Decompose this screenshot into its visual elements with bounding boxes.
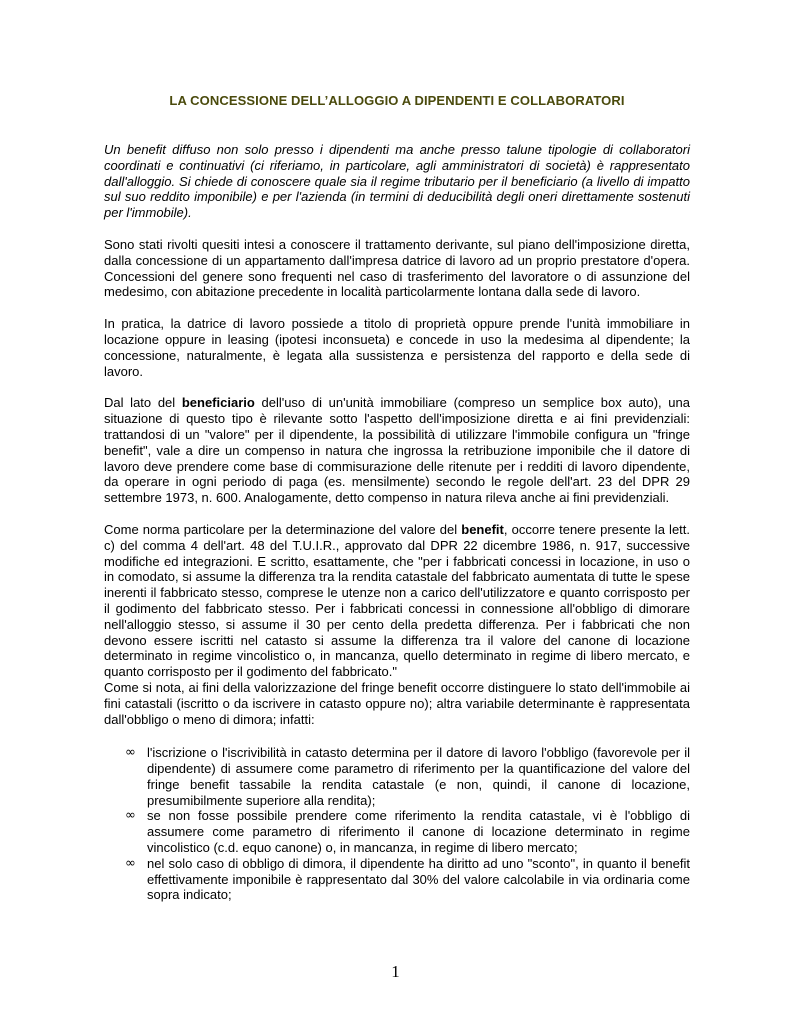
infinity-bullet-icon: ∞ [125,855,136,871]
list-item-text: se non fosse possibile prendere come riferimento la rendita catastale, vi è l'obbligo di assumere come parametro di riferimento il canone di locazione determinato in regime vincolistico (c.d. equo canone) o, in mancanza, in regime di libero mercato; [147,808,690,856]
paragraph-4 [104,522,690,680]
page-number: 1 [391,962,400,981]
list-item [104,856,690,903]
paragraph-1: Sono stati rivolti quesiti intesi a conoscere il trattamento derivante, sul piano dell'imposizione diretta, dalla concessione di un appartamento dall'impresa datrice di lavoro ad un proprio prestatore d'opera. Concessioni del genere sono frequenti nel caso di trasferimento del lavoratore o di assunzione del medesimo, con abitazione precedente in località particolarmente lontana dalla sede di lavoro. [104,236,690,300]
document-body [104,93,690,903]
paragraph-3 [104,395,690,506]
infinity-bullet-icon: ∞ [125,808,136,824]
infinity-bullet-icon: ∞ [125,745,136,761]
paragraph-3-text-start: Dal lato del [104,395,182,411]
paragraph-3-text-end: dell'uso di un'unità immobiliare (compreso un semplice box auto), una situazione di questo tipo è rilevante sotto l'aspetto dell'imposizione diretta e ai fini previdenziali: trattandosi di un "valore" per il dipendente, la possibilità di utilizzare l'immobile configura un "fringe benefit", vale a dire un compenso in natura che ingrossa la retribuzione imponibile che il datore di lavoro deve prendere come base di commisurazione delle ritenute per i redditi di lavoro dipendente, da operare in ogni periodo di paga (es. mensilmente) secondo le regole dell'art. 23 del DPR 29 settembre 1973, n. 600. Analogamente, detto compenso in natura rileva anche ai fini previdenziali. [104,395,690,506]
paragraph-4-text-end: , occorre tenere presente la lett. c) del comma 4 dell'art. 48 del T.U.I.R., approvato dal DPR 22 dicembre 1986, n. 917, successive modifiche ed integrazioni. E scritto, esattamente, che "per i fabbricati concessi in locazione, in uso o in comodato, si assume la differenza tra la rendita catastale del fabbricato aumentata di tutte le spese inerenti il fabbricato stesso, comprese le utenze non a carico dell'utilizzatore e quanto corrisposto per il godimento del fabbricato stesso. Per i fabbricati concessi in connessione all'obbligo di dimorare nell'alloggio stesso, si assume il 30 per cento della predetta differenza. Per i fabbricati che non devono essere iscritti nel catasto si assume la differenza tra il valore del canone di locazione determinato in regime vincolistico o, in mancanza, quello determinato in regime di libero mercato, e quanto corrisposto per il godimento del fabbricato." [104,521,691,680]
bullet-list [104,745,690,903]
document-title: LA CONCESSIONE DELL’ALLOGGIO A DIPENDENTI E COLLABORATORI [169,93,625,108]
paragraph-3-bold-term: beneficiario [181,395,255,411]
intro-paragraph: Un benefit diffuso non solo presso i dipendenti ma anche presso talune tipologie di collaboratori coordinati e continuativi (ci riferiamo, in particolare, agli amministratori di società) è rappresentato dall'alloggio. Si chiede di conoscere quale sia il regime tributario per il beneficiario (a livello di impatto sul suo reddito imponibile) e per l'azienda (in termini di deducibilità degli oneri direttamente sostenuti per l'immobile). [104,142,690,221]
paragraph-4-text-start: Come norma particolare per la determinazione del valore del [104,521,462,537]
list-item-text: l'iscrizione o l'iscrivibilità in catasto determina per il datore di lavoro l'obbligo (favorevole per il dipendente) di assumere come parametro di riferimento per la quantificazione del valore del fringe benefit tassabile la rendita catastale (e non, quindi, il canone di locazione, presumibilmente superiore alla rendita); [147,745,690,808]
paragraph-5: Come si nota, ai fini della valorizzazione del fringe benefit occorre distinguere lo stato dell'immobile ai fini catastali (iscritto o da iscrivere in catasto oppure no); altra variabile determinante è rappresentata dall'obbligo o meno di dimora; infatti: [104,679,690,727]
list-item [104,745,690,808]
list-item-text: nel solo caso di obbligo di dimora, il dipendente ha diritto ad uno "sconto", in quanto il benefit effettivamente imponibile è rappresentato dal 30% del valore calcolabile in via ordinaria come sopra indicato; [147,855,690,903]
paragraph-4-bold-term: benefit [461,521,504,537]
paragraph-2: In pratica, la datrice di lavoro possiede a titolo di proprietà oppure prende l'unità immobiliare in locazione oppure in leasing (ipotesi inconsueta) e concede in uso la medesima al dipendente; la concessione, naturalmente, è legata alla sussistenza e persistenza del rapporto e della sede di lavoro. [104,316,690,379]
list-item [104,808,690,855]
